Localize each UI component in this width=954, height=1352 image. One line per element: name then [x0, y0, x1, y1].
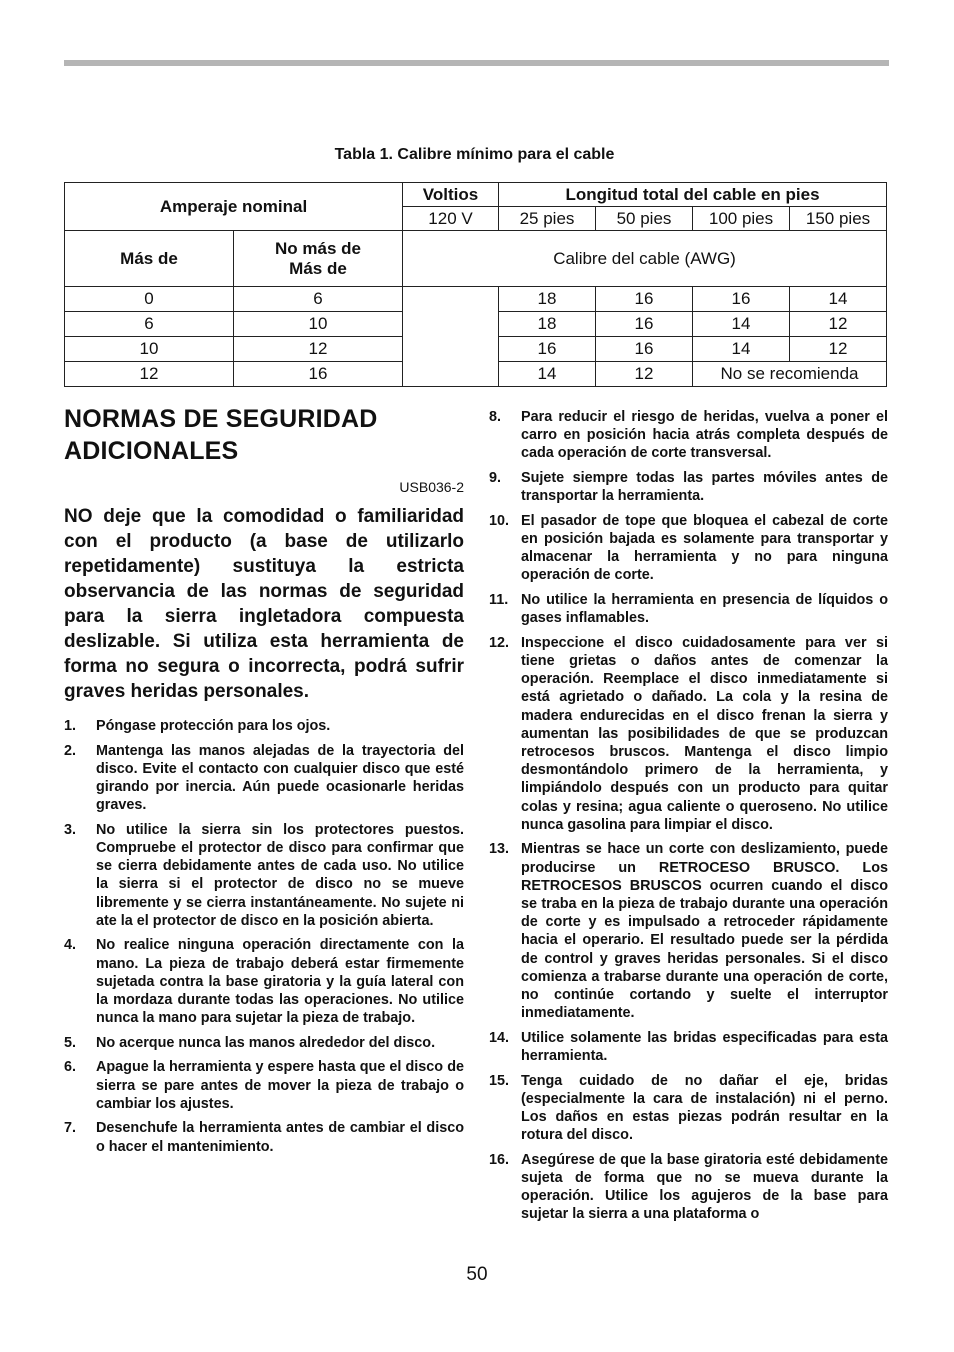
header-gauge: Calibre del cable (AWG): [403, 231, 887, 287]
header-no-more-than: [234, 231, 403, 287]
right-column: [489, 408, 888, 1230]
item-text: Para reducir el riesgo de heridas, vuelva a poner el carro en posición hacia atrás completa después de cada operación de corte transversal.: [521, 409, 888, 462]
cell-to: 12: [234, 337, 403, 362]
item-text: Utilice solamente las bridas especificadas para esta herramienta.: [521, 1029, 888, 1065]
header-length: Longitud total del cable en pies: [499, 183, 887, 207]
cell-gauge: 12: [596, 362, 693, 387]
item-text: El pasador de tope que bloquea el cabezal de corte en posición bajada es solamente para transportar y almacenar la herramienta y no para ninguna operación de corte.: [521, 512, 888, 584]
item-number: 1.: [64, 718, 77, 734]
length-25: 25 pies: [499, 207, 596, 231]
cell-gauge: 14: [693, 312, 790, 337]
item-number: 12.: [489, 634, 510, 651]
cell-gauge: 18: [499, 287, 596, 312]
item-text: Mientras se hace un corte con deslizamiento, puede producirse un RETROCESO BRUSCO. Los RETROCESOS BRUSCOS ocurren cuando el disco se traba en la pieza de trabajo durante una operación de corte y es impulsado a retroceder rápidamente hacia el operario. El resultado puede ser la pérdida de control y graves heridas personales. Si el disco comienza a trabarse durante una operación de corte, no continúe cortando y suelte el interruptor inmediatamente.: [521, 841, 888, 1022]
list-item: [64, 1119, 464, 1155]
cell-from: 6: [65, 312, 234, 337]
cell-gauge: 12: [790, 337, 887, 362]
header-volts: Voltios: [403, 183, 499, 207]
section-title-line2: ADICIONALES: [64, 437, 239, 465]
item-number: 8.: [489, 409, 502, 425]
cell-not-recommended: No se recomienda: [693, 362, 887, 387]
cell-to: 6: [234, 287, 403, 312]
item-number: 15.: [489, 1072, 510, 1089]
header-more-than: Más de: [65, 231, 234, 287]
cell-gauge: 18: [499, 312, 596, 337]
list-item: [64, 1034, 464, 1052]
cell-to: 10: [234, 312, 403, 337]
cell-gauge: 16: [596, 287, 693, 312]
item-text: Desenchufe la herramienta antes de cambiar el disco o hacer el mantenimiento.: [96, 1120, 464, 1155]
list-item: [489, 1029, 888, 1065]
list-item: [489, 840, 888, 1022]
length-150: 150 pies: [790, 207, 887, 231]
item-text: Asegúrese de que la base giratoria esté debidamente sujeta de forma que no se mueva durante la operación. Utilice los agujeros de la base para sujetar la sierra a una plataforma o: [521, 1151, 888, 1223]
length-50: 50 pies: [596, 207, 693, 231]
section-title-line1: NORMAS DE SEGURIDAD: [64, 405, 378, 433]
item-number: 11.: [489, 592, 509, 608]
volt-value: 120 V: [403, 207, 499, 231]
header-no-more-than-line1: No más de: [275, 238, 361, 258]
cell-gauge: 16: [596, 312, 693, 337]
item-text: No utilice la herramienta en presencia de líquidos o gases inflamables.: [521, 592, 888, 627]
list-item: [489, 469, 888, 505]
cell-gauge: 14: [499, 362, 596, 387]
item-text: Tenga cuidado de no dañar el eje, bridas (especialmente la cara de instalación) ni el perno. Los daños en estas piezas podrán resultar en la rotura del disco.: [521, 1072, 888, 1144]
item-text: Mantenga las manos alejadas de la trayectoria del disco. Evite el contacto con cualquier disco que esté girando por inercia. Aún puede ocasionarle heridas graves.: [96, 742, 464, 814]
safety-warning: NO deje que la comodidad o familiaridad con el producto (a base de utilizarlo repetidamente) sustituya la estricta observancia de las normas de seguridad para la sierra ingletadora compuesta deslizable. Si utiliza esta herramienta de forma no segura o incorrecta, podrá sufrir graves heridas personales.: [64, 506, 464, 702]
cell-to: 16: [234, 362, 403, 387]
item-number: 13.: [489, 841, 510, 858]
list-item: [489, 591, 888, 627]
item-text: Sujete siempre todas las partes móviles antes de transportar la herramienta.: [521, 470, 888, 505]
cell-gauge: 16: [499, 337, 596, 362]
section-title: [64, 403, 464, 467]
item-number: 10.: [489, 512, 510, 529]
safety-list-right: [489, 408, 888, 1224]
cell-from: 12: [65, 362, 234, 387]
item-number: 5.: [64, 1034, 77, 1051]
item-number: 3.: [64, 821, 77, 838]
cable-gauge-table: [64, 182, 887, 387]
list-item: [64, 1058, 464, 1113]
table-row: [65, 287, 887, 312]
list-item: [64, 821, 464, 930]
table-caption: Tabla 1. Calibre mínimo para el cable: [334, 146, 615, 163]
item-text: No acerque nunca las manos alrededor del disco.: [96, 1034, 436, 1051]
cell-gauge: 14: [693, 337, 790, 362]
item-text: No realice ninguna operación directamente con la mano. La pieza de trabajo deberá estar firmemente sujetada contra la base giratoria y la guía lateral con la mordaza durante todas las operaciones. No utilice nunca la mano para sujetar la pieza de trabajo.: [96, 937, 464, 1027]
item-text: Apague la herramienta y espere hasta que el disco de sierra se pare antes de mover la pieza de trabajo o cambiar los ajustes.: [96, 1059, 464, 1112]
length-100: 100 pies: [693, 207, 790, 231]
header-amperage: Amperaje nominal: [65, 183, 403, 231]
header-no-more-than-line2: Más de: [289, 258, 347, 278]
list-item: [64, 717, 464, 735]
list-item: [64, 742, 464, 815]
list-item: [64, 936, 464, 1027]
list-item: [489, 634, 888, 834]
header-rule: [64, 60, 889, 66]
list-item: [489, 512, 888, 585]
document-code: USB036-2: [399, 479, 464, 495]
item-number: 14.: [489, 1029, 510, 1046]
item-number: 16.: [489, 1151, 510, 1168]
item-text: Póngase protección para los ojos.: [96, 718, 331, 734]
item-text: No utilice la sierra sin los protectores puestos. Compruebe el protector de disco para confirmar que se cierra debidamente antes de cada uso. No utilice la sierra si el protector de disco no se mueve libremente y se cierra instantáneamente. No sujete ni ate la el protector de disco en la posición abierta.: [96, 821, 464, 929]
item-number: 4.: [64, 937, 77, 954]
cell-from: 0: [65, 287, 234, 312]
item-number: 9.: [489, 470, 502, 486]
left-column: [64, 403, 464, 1162]
cell-gauge: 14: [790, 287, 887, 312]
item-number: 2.: [64, 742, 77, 759]
item-text: Inspeccione el disco cuidadosamente para ver si tiene grietas o daños antes de comenzar la operación. Reemplace el disco inmediatamente si está agrietado o dañado. La cola y la resina de madera endurecidas en el disco frenan la sierra y aumentan las posibilidades de que se produzcan retrocesos bruscos. Mantenga el disco limpio desmontándolo primero de la herramienta, y limpiándolo después con un producto para quitar colas y resina; agua caliente o queroseno. No utilice nunca gasolina para limpiar el disco.: [521, 634, 888, 833]
cell-gauge: 16: [693, 287, 790, 312]
cell-gauge: 16: [596, 337, 693, 362]
list-item: [489, 1151, 888, 1224]
cell-from: 10: [65, 337, 234, 362]
cell-volt-empty: [403, 287, 499, 387]
item-number: 7.: [64, 1120, 77, 1137]
list-item: [489, 408, 888, 463]
list-item: [489, 1072, 888, 1145]
cell-gauge: 12: [790, 312, 887, 337]
page-number: 50: [466, 1264, 488, 1285]
safety-list-left: [64, 717, 464, 1156]
item-number: 6.: [64, 1059, 77, 1076]
